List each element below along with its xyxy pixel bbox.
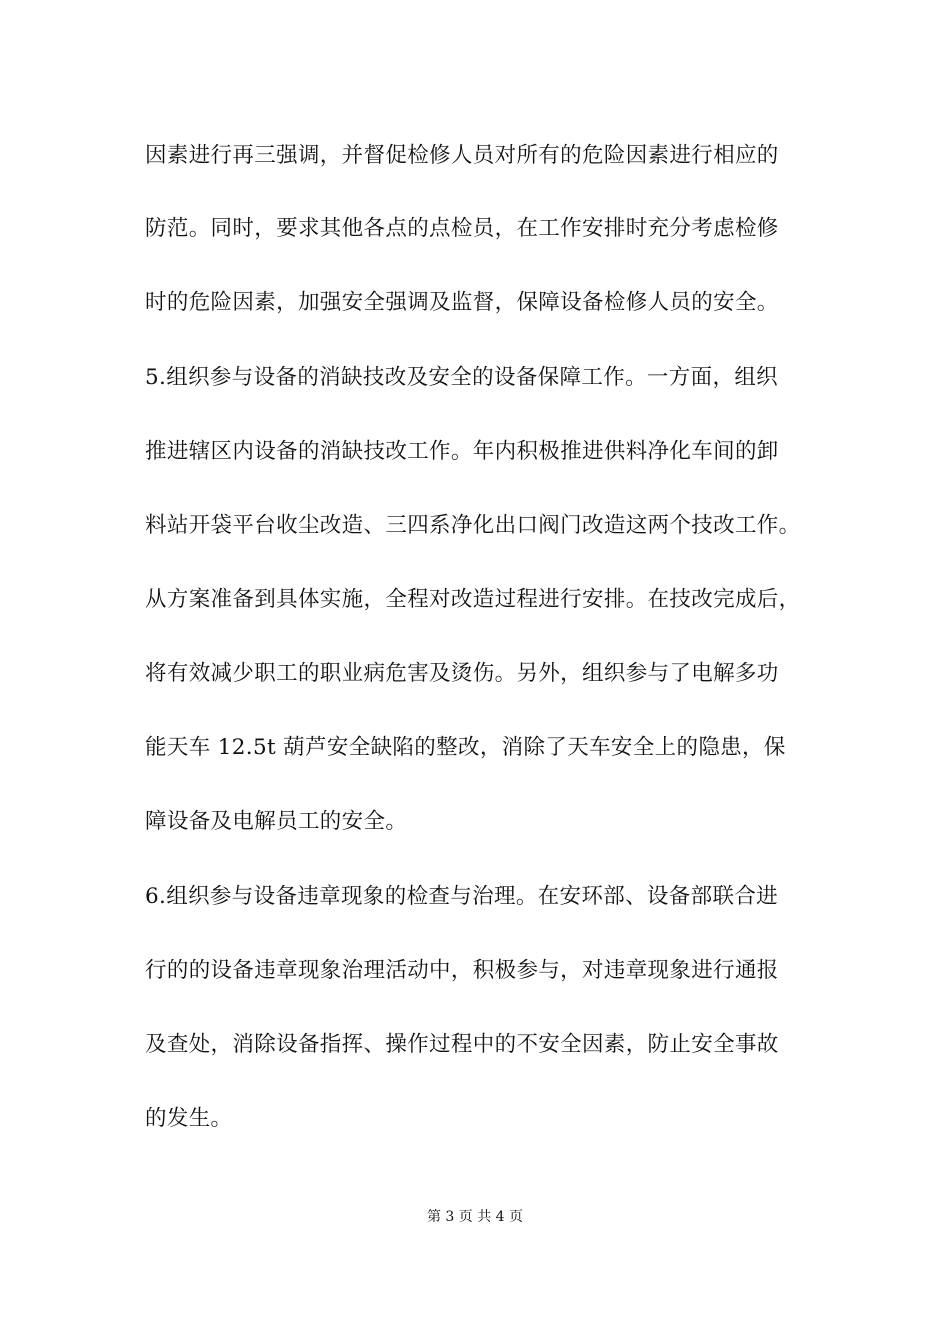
text-line: 从方案准备到具体实施，全程对改造过程进行安排。在技改完成后，	[145, 587, 801, 612]
text-line: 防范。同时，要求其他各点的点检员，在工作安排时充分考虑检修	[145, 216, 779, 241]
text-line: 能天车 12.5t 葫芦安全缺陷的整改，消除了天车安全上的隐患，保	[145, 735, 786, 760]
text-line: 6.组织参与设备违章现象的检查与治理。在安环部、设备部联合进	[145, 884, 779, 909]
text-line: 将有效减少职工的职业病危害及烫伤。另外，组织参与了电解多功	[145, 661, 779, 686]
text-line: 障设备及电解员工的安全。	[145, 809, 408, 834]
text-line: 因素进行再三强调，并督促检修人员对所有的危险因素进行相应的	[145, 143, 779, 168]
text-line: 行的的设备违章现象治理活动中，积极参与，对违章现象进行通报	[145, 958, 779, 983]
page-footer	[0, 1207, 950, 1227]
text-line: 推进辖区内设备的消缺技改工作。年内积极推进供料净化车间的卸	[145, 439, 779, 464]
text-line: 时的危险因素，加强安全强调及监督，保障设备检修人员的安全。	[145, 290, 779, 315]
page-number-label: 第 3 页 共 4 页	[426, 1209, 524, 1225]
text-line: 5.组织参与设备的消缺技改及安全的设备保障工作。一方面，组织	[145, 365, 779, 390]
text-line: 料站开袋平台收尘改造、三四系净化出口阀门改造这两个技改工作。	[145, 513, 801, 538]
text-line: 及查处，消除设备指挥、操作过程中的不安全因素，防止安全事故	[145, 1032, 779, 1057]
text-line: 的发生。	[145, 1106, 233, 1131]
